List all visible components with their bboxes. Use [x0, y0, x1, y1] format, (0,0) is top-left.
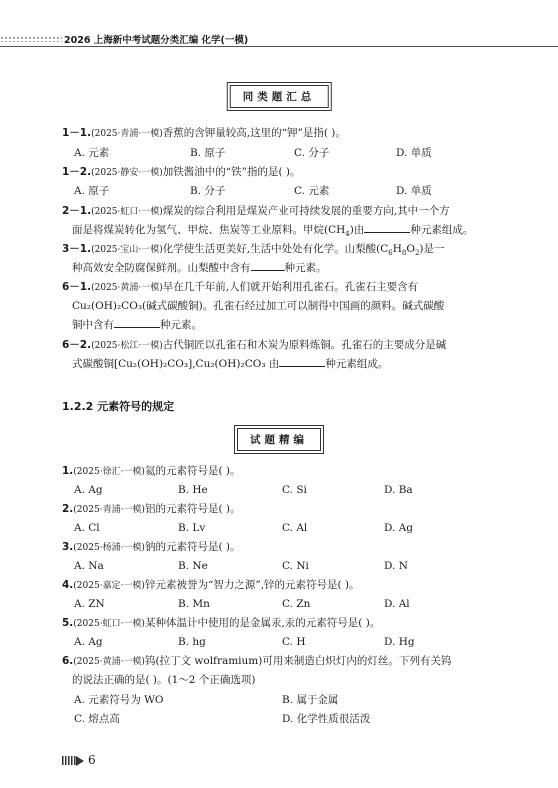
question-2-1 — [62, 202, 502, 221]
options-6-row2 — [74, 710, 504, 728]
options-2 — [74, 519, 504, 537]
option-d: D. 单质 — [396, 185, 432, 197]
question-number: 3－1. — [62, 243, 92, 255]
header-title: 2026 上海新中考试题分类汇编 化学(一模) — [64, 35, 249, 46]
answer-blank[interactable] — [279, 356, 325, 367]
option-b: B. hg — [178, 636, 206, 648]
section-title-box — [234, 425, 324, 454]
formula-part: H — [392, 243, 402, 255]
section-title-box — [227, 82, 332, 111]
question-text: 某种体温计中使用的是金属汞,汞的元素符号是( )。 — [144, 617, 381, 629]
question-source: (2025·宝山·一模) — [91, 245, 163, 255]
question-text-line1: 古代铜匠以孔雀石和木炭为原料炼铜。孔雀石的主要成分是碱 — [162, 339, 447, 351]
option-a: A. Ag — [74, 636, 103, 648]
option-d: D. 单质 — [396, 147, 432, 159]
subscript: 2 — [414, 249, 420, 258]
option-a: A. Ag — [74, 484, 103, 496]
section-title: 同类题汇总 — [230, 85, 329, 108]
question-number: 4. — [62, 579, 74, 591]
options-1-1 — [74, 144, 504, 162]
question-3 — [62, 538, 502, 557]
question-source: (2025·徐汇·一模) — [73, 467, 145, 477]
footer-bars-icon — [62, 756, 76, 765]
question-6 — [62, 652, 502, 671]
option-a: A. 元素 — [74, 147, 110, 159]
question-number: 6. — [62, 655, 74, 667]
question-text: 锌元素被誉为“智力之源”,锌的元素符号是( )。 — [144, 579, 360, 591]
option-a: A. Cl — [74, 522, 100, 534]
option-a: A. 元素符号为 WO — [74, 694, 164, 706]
option-d: D. Ag — [384, 522, 414, 534]
option-c: C. H — [282, 636, 306, 648]
question-number: 3. — [62, 541, 74, 553]
question-source: (2025·黄浦·一模) — [91, 283, 163, 293]
question-6-1-line2 — [72, 297, 512, 315]
page-number: 6 — [88, 753, 96, 767]
answer-blank[interactable] — [364, 222, 410, 233]
question-text-line1: 化学使生活更美好,生活中处处有化学。山梨酸(C — [162, 243, 389, 255]
question-number: 6－1. — [62, 281, 92, 293]
question-6-1 — [62, 278, 502, 297]
option-d: D. N — [384, 560, 408, 572]
question-4 — [62, 576, 502, 595]
footer-triangle-icon — [76, 756, 84, 766]
question-text-line2-b: 种元素组成。 — [325, 358, 389, 370]
option-b: B. Lv — [178, 522, 206, 534]
question-number: 1. — [62, 465, 74, 477]
running-header — [0, 32, 558, 46]
question-text: 钠的元素符号是( )。 — [144, 541, 241, 553]
question-number: 2. — [62, 503, 74, 515]
answer-blank[interactable] — [251, 260, 285, 271]
question-text-line2: 种高效安全防腐保鲜剂。山梨酸中含有 — [72, 262, 251, 274]
question-text-line2: Cu₂(OH)₂CO₃(碱式碳酸铜)。孔雀石经过加工可以制得中国画的颜料。碱式碳酸 — [72, 300, 445, 312]
header-rule — [0, 46, 558, 47]
question-6-2 — [62, 336, 502, 355]
question-number: 1－1. — [62, 127, 92, 139]
question-text-line1: 煤炭的综合利用是煤炭产业可持续发展的重要方向,其中一个方 — [162, 205, 450, 217]
question-text-line1-end: )是一 — [419, 243, 445, 255]
question-text: 铝的元素符号是( )。 — [144, 503, 241, 515]
header-dot-pattern — [0, 36, 62, 42]
question-text-line2: 面是将煤炭转化为氢气、甲烷、焦炭等工业原料。甲烷(CH — [72, 224, 346, 236]
question-6-2-line2 — [72, 355, 512, 373]
option-b: B. 原子 — [190, 147, 226, 159]
option-c: C. 分子 — [294, 147, 330, 159]
option-b: B. 属于金属 — [282, 694, 339, 706]
option-d: D. Hg — [384, 636, 415, 648]
option-a: A. ZN — [74, 598, 105, 610]
answer-blank[interactable] — [114, 317, 160, 328]
option-b: B. 分子 — [190, 185, 226, 197]
option-c: C. Al — [282, 522, 308, 534]
question-source: (2025·杨浦·一模) — [73, 543, 145, 553]
question-text: 加铁酱油中的“铁”指的是( )。 — [162, 166, 301, 178]
question-text-line3: 铜中含有 — [72, 319, 114, 331]
options-1-2 — [74, 182, 504, 200]
subscript: 4 — [345, 230, 350, 239]
option-a: A. 原子 — [74, 185, 110, 197]
question-text-line1: 钨(拉丁文 wolframium)可用来制造白炽灯内的灯丝。下列有关钨 — [144, 655, 452, 667]
option-b: B. He — [178, 484, 208, 496]
question-number: 1－2. — [62, 166, 92, 178]
option-c: C. Si — [282, 484, 307, 496]
section-title: 试题精编 — [237, 428, 321, 451]
question-6-1-line3 — [72, 316, 512, 334]
option-c: C. Ni — [282, 560, 309, 572]
option-c: C. 元素 — [294, 185, 330, 197]
question-text-line2: 的说法正确的是( )。(1～2 个正确选项) — [72, 674, 256, 686]
question-source: (2025·黄浦·一模) — [73, 657, 145, 667]
option-a: A. Na — [74, 560, 104, 572]
question-source: (2025·虹口·一模) — [73, 619, 145, 629]
question-text: 香蕉的含钾量较高,这里的“钾”是指( )。 — [162, 127, 346, 139]
page-footer — [62, 753, 96, 767]
question-1-1 — [62, 124, 502, 143]
option-d: D. 化学性质很活泼 — [282, 713, 371, 725]
option-b: B. Mn — [178, 598, 210, 610]
options-3 — [74, 557, 504, 575]
question-source: (2025·松江·一模) — [91, 341, 163, 351]
question-source: (2025·静安·一模) — [91, 168, 163, 178]
options-6-row1 — [74, 691, 504, 709]
question-1 — [62, 462, 502, 481]
option-c: C. 熔点高 — [74, 713, 120, 725]
options-1 — [74, 481, 504, 499]
question-number: 2－1. — [62, 205, 92, 217]
option-d: D. Ba — [384, 484, 413, 496]
question-1-2 — [62, 163, 502, 182]
option-c: C. Zn — [282, 598, 311, 610]
option-b: B. Ne — [178, 560, 208, 572]
question-source: (2025·青浦·一模) — [73, 505, 145, 515]
options-4 — [74, 595, 504, 613]
question-source: (2025·嘉定·一模) — [73, 581, 145, 591]
question-2 — [62, 500, 502, 519]
question-text-line2-b: )由 — [349, 224, 365, 236]
option-d: D. Al — [384, 598, 410, 610]
subscript: 8 — [401, 249, 407, 258]
question-text-line2-c: 种元素组成。 — [410, 224, 474, 236]
question-text-line2: 式碳酸铜[Cu₂(OH)₂CO₃],Cu₂(OH)₂CO₃ 由 — [72, 358, 280, 370]
formula-part: O — [406, 243, 415, 255]
options-5 — [74, 633, 504, 651]
question-6-line2 — [72, 671, 512, 689]
question-source: (2025·虹口·一模) — [91, 207, 163, 217]
question-text: 氦的元素符号是( )。 — [144, 465, 241, 477]
question-text-line1: 早在几千年前,人们就开始利用孔雀石。孔雀石主要含有 — [162, 281, 419, 293]
question-text-line2-b: 种元素。 — [284, 262, 327, 274]
subsection-heading: 1.2.2 元素符号的规定 — [62, 400, 175, 413]
question-3-1-cont — [72, 259, 512, 277]
subscript: 6 — [388, 249, 393, 258]
question-number: 5. — [62, 617, 74, 629]
question-source: (2025·青浦·一模) — [91, 129, 163, 139]
question-text-line3-b: 种元素。 — [160, 319, 202, 331]
question-5 — [62, 614, 502, 633]
question-number: 6－2. — [62, 339, 92, 351]
